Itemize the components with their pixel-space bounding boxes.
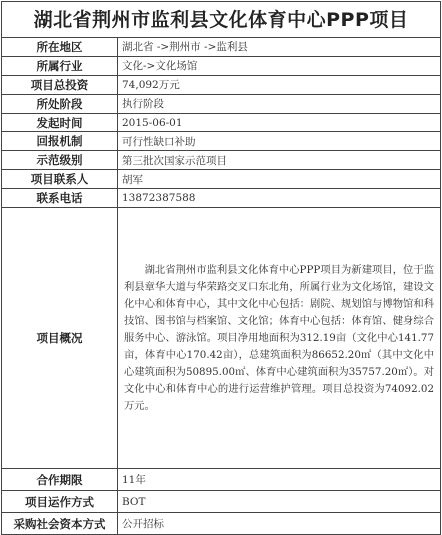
value-return-mechanism: 可行性缺口补助 <box>118 132 441 151</box>
value-overview <box>118 208 441 469</box>
label-total-investment: 项目总投资 <box>2 75 118 94</box>
label-contact-phone: 联系电话 <box>2 189 118 208</box>
row-demo-level <box>2 151 441 170</box>
row-procurement-method <box>2 513 441 535</box>
overview-text: 湖北省荆州市监利县文化体育中心PPP项目为新建项目，位于监利县章华大道与华荣路交叉口东北角，所属行业为文化场馆，建设文化中心和体育中心，其中文化中心包括：剧院、规划馆与博物馆和科技馆、图书馆与档案馆、文化馆；体育中心包括：体育馆、健身综合服务中心、游泳馆。项目净用地面积为312.19亩（文化中心141.77亩，体育中心170.42亩），总建筑面积为86652.20㎡（其中文化中心建筑面积为50895.00㎡、体育中心建筑面积为35757.20㎡）。对文化中心和体育中心的进行运营维护管理。项目总投资为74092.02万元。 <box>124 263 434 412</box>
label-industry: 所属行业 <box>2 56 118 75</box>
row-cooperation-term <box>2 469 441 491</box>
row-contact-person <box>2 170 441 189</box>
value-demo-level: 第三批次国家示范项目 <box>118 151 441 170</box>
label-contact-person: 项目联系人 <box>2 170 118 189</box>
label-stage: 所处阶段 <box>2 94 118 113</box>
label-return-mechanism: 回报机制 <box>2 132 118 151</box>
row-contact-phone <box>2 189 441 208</box>
row-operation-mode <box>2 491 441 513</box>
value-procurement-method: 公开招标 <box>118 513 441 535</box>
label-operation-mode: 项目运作方式 <box>2 491 118 513</box>
row-overview <box>2 208 441 469</box>
row-launch-date <box>2 113 441 132</box>
value-stage: 执行阶段 <box>118 94 441 113</box>
label-demo-level: 示范级别 <box>2 151 118 170</box>
row-stage <box>2 94 441 113</box>
row-return-mechanism <box>2 132 441 151</box>
row-total-investment <box>2 75 441 94</box>
label-overview: 项目概况 <box>2 208 118 469</box>
label-procurement-method: 采购社会资本方式 <box>2 513 118 535</box>
label-cooperation-term: 合作期限 <box>2 469 118 491</box>
label-launch-date: 发起时间 <box>2 113 118 132</box>
project-info-sheet <box>1 1 441 531</box>
value-cooperation-term: 11年 <box>118 469 441 491</box>
value-contact-person: 胡军 <box>118 170 441 189</box>
label-region: 所在地区 <box>2 38 118 57</box>
value-launch-date: 2015-06-01 <box>118 113 441 132</box>
value-industry: 文化->文化场馆 <box>118 56 441 75</box>
row-industry <box>2 56 441 75</box>
page-title: 湖北省荆州市监利县文化体育中心PPP项目 <box>1 1 441 37</box>
value-region: 湖北省 ->荆州市 ->监利县 <box>118 38 441 57</box>
value-total-investment: 74,092万元 <box>118 75 441 94</box>
value-operation-mode: BOT <box>118 491 441 513</box>
row-region <box>2 38 441 57</box>
value-contact-phone: 13872387588 <box>118 189 441 208</box>
project-info-table <box>1 37 441 535</box>
